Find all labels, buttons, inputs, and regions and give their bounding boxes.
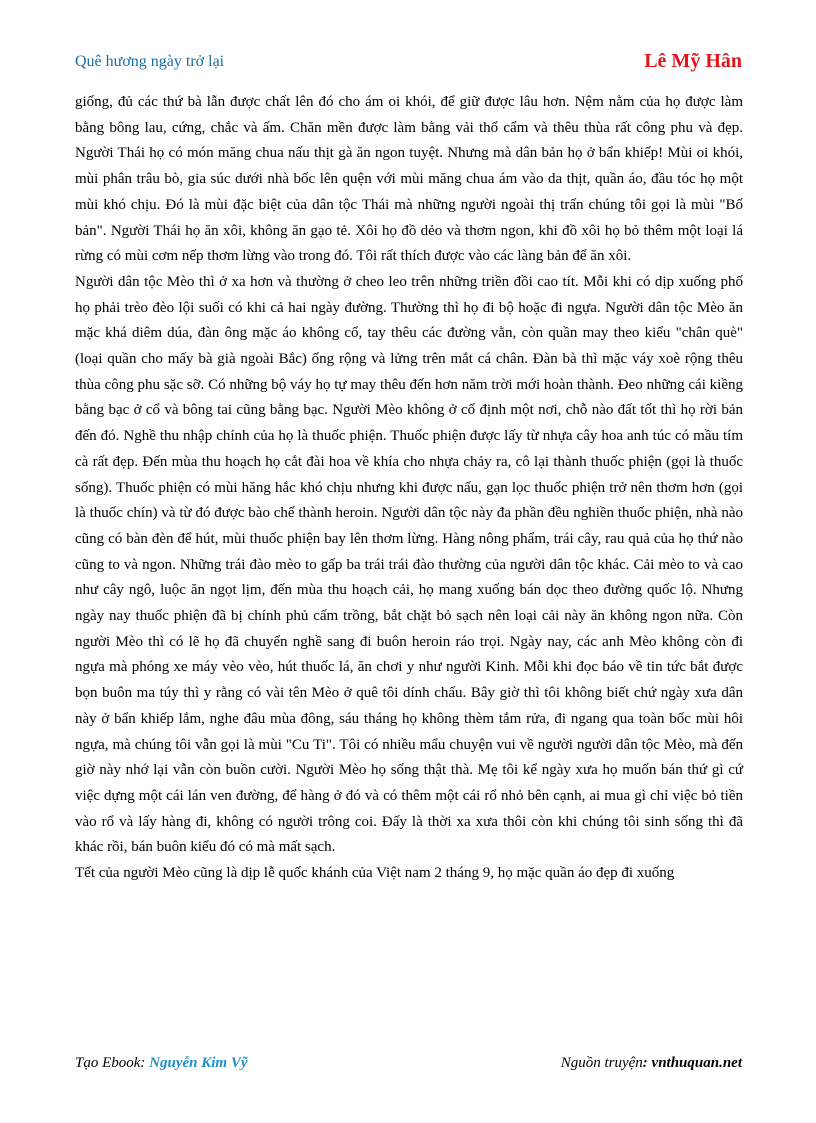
page-body	[75, 90, 743, 887]
page-footer	[75, 1055, 742, 1077]
page-header	[75, 50, 742, 78]
ebook-creator: Nguyễn Kim Vỹ	[149, 1055, 248, 1071]
source-label: Nguồn truyện	[560, 1055, 643, 1071]
paragraph-1: giống, đủ các thứ bà lẫn được chất lên đó cho ám oi khói, để giữ được lâu hơn. Nệm nằm của họ được làm bằng bông lau, cứng, chắc và ấm. Chăn mền được làm bằng vải thổ cẩm và thêu thùa rất công phu và đẹp. Người Thái họ có món măng chua nấu thịt gà ăn ngon tuyệt. Nhưng mà dân bản họ ở bẩn khiếp! Mùi oi khói, mùi phân trâu bò, gia súc dưới nhà bốc lên quện với mùi măng chua ám vào da thịt, quần áo, đầu tóc họ một mùi khó chịu. Đó là mùi đặc biệt của dân tộc Thái mà những người ngoài thị trấn chúng tôi gọi là mùi "Bố bản". Người Thái họ ăn xôi, không ăn gạo tẻ. Xôi họ đồ dẻo và thơm ngon, khi đồ xôi họ bỏ thêm một loại lá rừng có mùi cơm nếp thơm lừng vào trong đó. Tôi rất thích được vào các làng bản để ăn xôi.	[75, 94, 743, 265]
ebook-label: Tạo Ebook	[75, 1055, 141, 1071]
source-site: vnthuquan.net	[651, 1055, 742, 1071]
ebook-separator: :	[140, 1055, 150, 1071]
source-credit	[561, 1055, 742, 1072]
book-title: Quê hương ngày trở lại	[75, 53, 225, 70]
source-separator: :	[642, 1055, 652, 1071]
paragraph-3: Tết của người Mèo cũng là dịp lễ quốc khánh của Việt nam 2 tháng 9, họ mặc quần áo đẹp đi xuống	[75, 865, 675, 882]
paragraph-2: Người dân tộc Mèo thì ở xa hơn và thường ở cheo leo trên những triền đồi cao tít. Mỗi khi có dịp xuống phố họ phải trèo đèo lội suối có khi cả hai ngày đường. Thường thì họ đi bộ hoặc đi ngựa. Người dân tộc Mèo ăn mặc khá diêm dúa, đàn ông mặc áo không cổ, tay thêu các đường vằn, còn quần may theo kiểu "chân què" (loại quần cho mấy bà già ngoài Bắc) ống rộng và lửng trên mắt cá chân. Đàn bà thì mặc váy xoè rộng thêu thùa công phu sặc sỡ. Có những bộ váy họ tự may thêu đến hơn năm trời mới hoàn thành. Đeo những cái kiềng bằng bạc ở cổ và bông tai cũng bằng bạc. Người Mèo không ở cố định một nơi, chỗ nào đất tốt thì họ rời bản đến đó. Nghề thu nhập chính của họ là thuốc phiện. Thuốc phiện được lấy từ nhựa cây hoa anh túc có mầu tím cà rất đẹp. Đến mùa thu hoạch họ cắt đài hoa về khía cho nhựa chảy ra, cô lại thành thuốc phiện (gọi là thuốc sống). Thuốc phiện có mùi hăng hắc khó chịu nhưng khi được nấu, gạn lọc thuốc phiện trở nên thơm hơn (gọi là thuốc chín) và từ đó được bào chế thành heroin. Người dân tộc này đa phần đều nghiền thuốc phiện, nhà nào cũng có bàn đèn để hút, mùi thuốc phiện bay lên thơm lừng. Hàng nông phẩm, trái cây, rau quả của họ thứ nào cũng to và ngon. Những trái đào mèo to gấp ba trái trái đào thường của người dân tộc khác. Cải mèo to và cao như cây ngô, luộc ăn ngọt lịm, đến mùa thu hoạch cải, họ mang xuống bán dọc theo đường quốc lộ. Nhưng ngày nay thuốc phiện đã bị chính phủ cấm trồng, bắt chặt bỏ sạch nên loại cải này ăn không ngon nữa. Còn người Mèo thì có lẽ họ đã chuyển nghề sang đi buôn heroin ráo trọi. Ngày nay, các anh Mèo không còn đi ngựa mà phóng xe máy vèo vèo, hút thuốc lá, ăn chơi y như người Kinh. Mỗi khi đọc báo về tin tức bắt được bọn buôn ma túy thì y rằng có vài tên Mèo ở quê tôi dính chấu. Bây giờ thì tôi không biết chứ ngày xưa dân này ở bẩn khiếp lắm, nghe đâu mùa đông, sáu tháng họ không thèm tắm rửa, đi ngang qua toàn bốc mùi hôi ngựa, mà chúng tôi vẫn gọi là mùi "Cu Ti". Tôi có nhiều mẩu chuyện vui về người người dân tộc Mèo, mà đến giờ này nhớ lại vẫn còn buồn cười. Người Mèo họ sống thật thà. Mẹ tôi kể ngày xưa họ muốn bán thứ gì cứ việc dựng một cái lán ven đường, để hàng ở đó và có thêm một cái rổ nhỏ bên cạnh, ai mua gì chỉ việc bỏ tiền vào rổ và lấy hàng đi, không có người trông coi. Đấy là thời xa xưa thôi còn khi chúng tôi sinh sống thì đã khác rồi, bán buôn kiểu đó có mà mất sạch.	[75, 273, 743, 856]
author-name: Lê Mỹ Hân	[644, 50, 742, 72]
ebook-credit	[75, 1055, 248, 1072]
